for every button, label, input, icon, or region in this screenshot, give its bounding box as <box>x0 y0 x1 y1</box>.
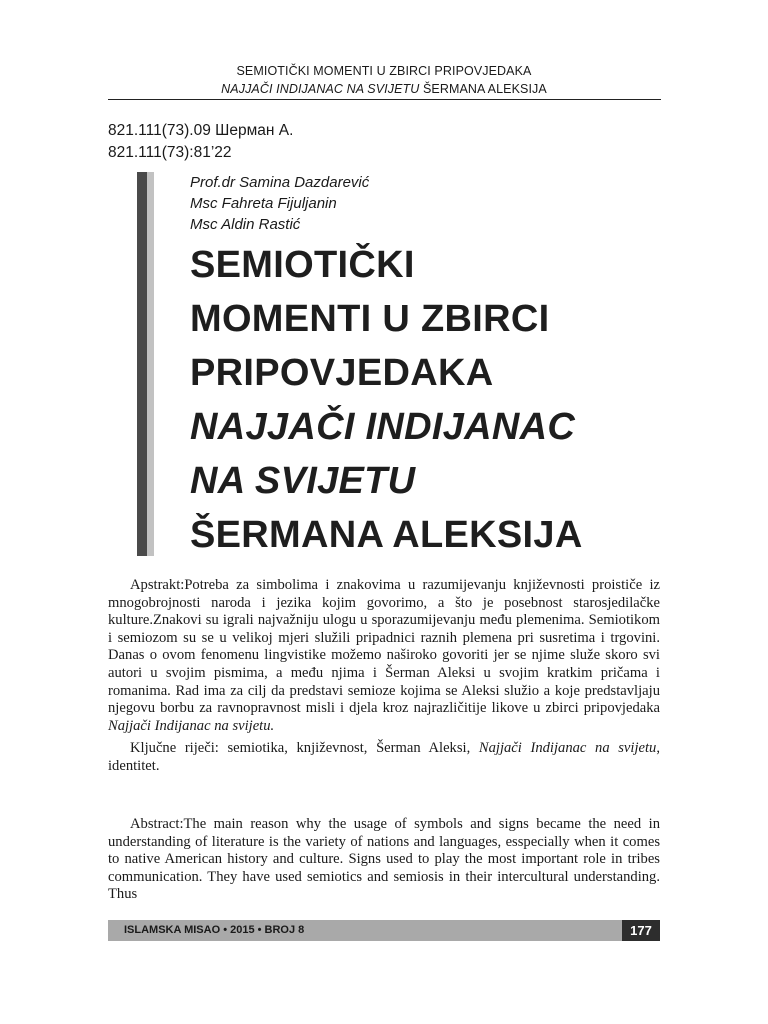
keywords-paragraph <box>108 740 660 775</box>
title-line-6: ŠERMANA ALEKSIJA <box>190 514 583 556</box>
abstract-english <box>108 816 660 904</box>
keywords-tail: , identitet. <box>108 740 660 774</box>
running-head-book-title: NAJJAČI INDIJANAC NA SVIJETU <box>221 82 420 96</box>
running-head-line-1: SEMIOTIČKI MOMENTI U ZBIRCI PRIPOVJEDAKA <box>236 64 532 78</box>
title-accent-bar-dark <box>137 172 147 556</box>
abstract-book-title: Najjači Indijanac na svijetu. <box>108 717 275 734</box>
title-line-3: PRIPOVJEDAKA <box>190 352 494 394</box>
title-line-1: SEMIOTIČKI <box>190 244 415 286</box>
udk-code-2: 821.111(73):81’22 <box>108 144 232 161</box>
title-line-4: NAJJAČI INDIJANAC <box>190 406 576 448</box>
running-head-author: ŠERMANA ALEKSIJA <box>419 82 547 96</box>
abstract-english-paragraph: Abstract:The main reason why the usage of symbols and signs became the need in understanding of literature is the variety of nations and languages, esspecially when it comes to native American history and culture. Signs used to play the most important role in tribes communication. They have used semiotics and semiosis in their intercultural understanding. Thus <box>108 816 660 903</box>
title-line-5: NA SVIJETU <box>190 460 416 502</box>
abstract-paragraph <box>108 577 660 735</box>
keywords-book-title: Najjači Indijanac na svijetu <box>478 740 657 757</box>
running-head <box>108 62 660 98</box>
title-line-2: MOMENTI U ZBIRCI <box>190 298 550 340</box>
author-1: Prof.dr Samina Dazdarević <box>190 174 370 191</box>
author-list <box>190 172 369 235</box>
article-title <box>190 238 660 562</box>
title-accent-bar-light <box>147 172 154 556</box>
udk-classification <box>108 120 293 164</box>
abstract-bosnian <box>108 577 660 776</box>
udk-code-1: 821.111(73).09 Шерман А. <box>108 122 294 139</box>
keywords-lead: Ključne riječi: semiotika, književnost, Šerman Aleksi, <box>130 740 479 757</box>
footer-journal: ISLAMSKA MISAO • 2015 • BROJ 8 <box>124 924 305 936</box>
header-rule <box>108 99 661 100</box>
running-head-line-2 <box>108 80 660 98</box>
abstract-text: Apstrakt:Potreba za simbolima i znakovima u razumijevanju književnosti proističe iz mnogobrojnosti naroda i jezika kojim govorimo, a što je posebnost starosjedilačke kulture.Znakovi su igrali najvažniju ulogu u sporazumijevanju među plemenima. Semiotikom i semiozom su se u velikoj mjeri služili pripadnici raznih plemena pri susretima i trgovini. Danas o ovom fenomenu lingvistike možemo naširoko govoriti jer se njime služe skoro svi autori u svojim pismima, a među njima i Šerman Aleksi u svojim kratkim pričama i romanima. Rad ima za cilj da predstavi semioze kojima se Aleksi služio a koje predstavljaju njegovu borbu za ravnopravnost misli i djela kroz najrazličitije likove u zbirci pripovjedaka <box>108 577 660 717</box>
author-3: Msc Aldin Rastić <box>190 216 301 233</box>
author-2: Msc Fahreta Fijuljanin <box>190 195 337 212</box>
page-number: 177 <box>622 920 660 941</box>
